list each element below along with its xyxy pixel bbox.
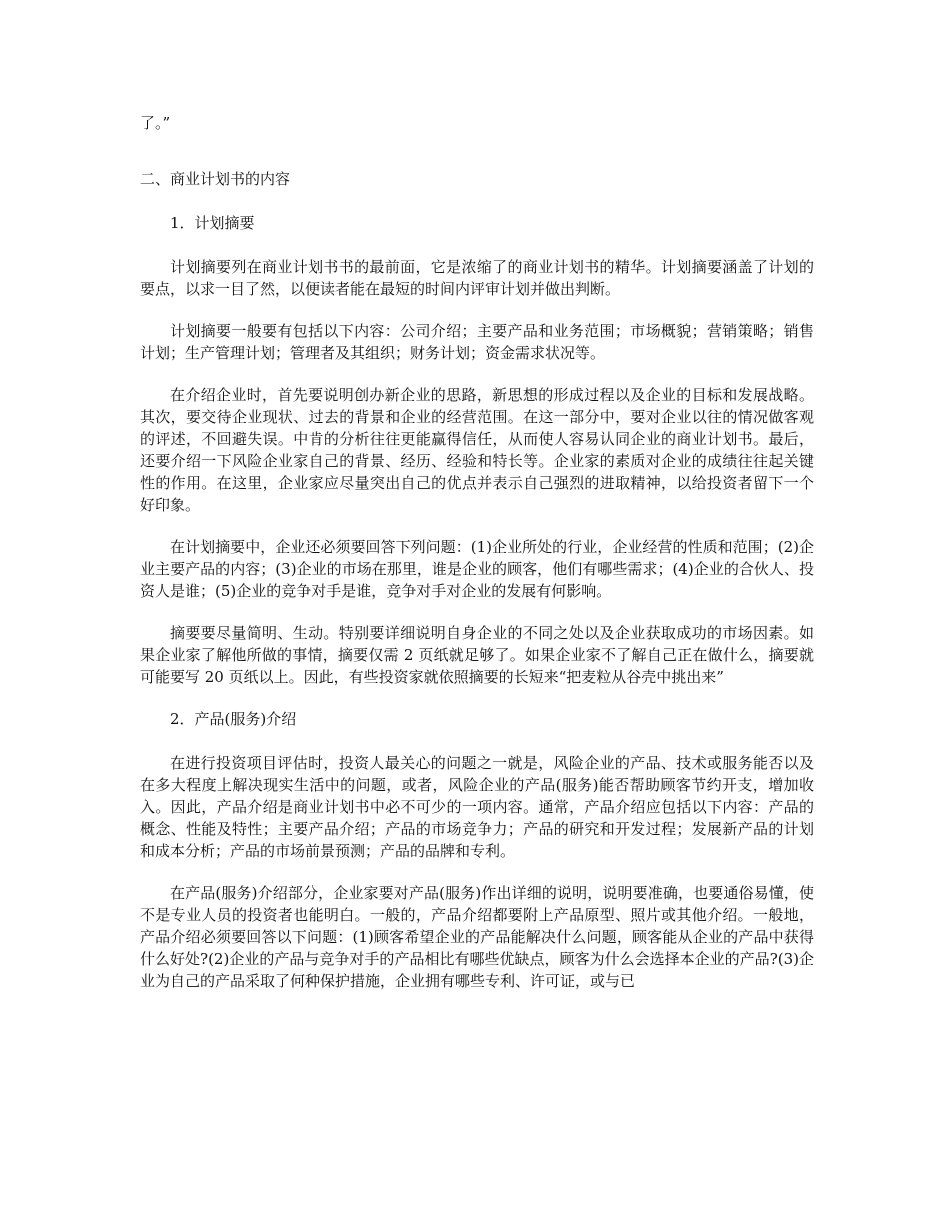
document-body <box>140 112 814 1012</box>
paragraph: 计划摘要一般要有包括以下内容：公司介绍；主要产品和业务范围；市场概貌；营销策略；销售计划；生产管理计划；管理者及其组织；财务计划；资金需求状况等。 <box>140 322 814 362</box>
paragraph: 在介绍企业时，首先要说明创办新企业的思路，新思想的形成过程以及企业的目标和发展战略。其次，要交待企业现状、过去的背景和企业的经营范围。在这一部分中，要对企业以往的情况做客观的评述，不回避失误。中肯的分析往往更能赢得信任，从而使人容易认同企业的商业计划书。最后，还要介绍一下风险企业家自己的背景、经历、经验和特长等。企业家的素质对企业的成绩往往起关键性的作用。在这里，企业家应尽量突出自己的优点并表示自己强烈的进取精神，以给投资者留下一个好印象。 <box>140 386 814 514</box>
subsection-heading-product-intro: 2．产品(服务)介绍 <box>170 710 297 728</box>
paragraph: 在计划摘要中，企业还必须要回答下列问题：(1)企业所处的行业，企业经营的性质和范围；(2)企业主要产品的内容；(3)企业的市场在那里，谁是企业的顾客，他们有哪些需求；(4)企业的合伙人、投资人是谁；(5)企业的竞争对手是谁，竞争对手对企业的发展有何影响。 <box>140 538 814 600</box>
paragraph: 在产品(服务)介绍部分，企业家要对产品(服务)作出详细的说明，说明要准确，也要通俗易懂，使不是专业人员的投资者也能明白。一般的，产品介绍都要附上产品原型、照片或其他介绍。一般地，产品介绍必须要回答以下问题：(1)顾客希望企业的产品能解决什么问题，顾客能从企业的产品中获得什么好处?(2)企业的产品与竞争对手的产品相比有哪些优缺点，顾客为什么会选择本企业的产品?(3)企业为自己的产品采取了何种保护措施，企业拥有哪些专利、许可证，或与已 <box>140 884 814 990</box>
subsection-heading-plan-summary: 1．计划摘要 <box>170 214 255 232</box>
paragraph-continuation: 了。” <box>140 114 171 132</box>
paragraph: 摘要要尽量简明、生动。特别要详细说明自身企业的不同之处以及企业获取成功的市场因素。如果企业家了解他所做的事情，摘要仅需 2 页纸就足够了。如果企业家不了解自己正在做什么，摘要就可能要写 20 页纸以上。因此，有些投资家就依照摘要的长短来“把麦粒从谷壳中挑出来” <box>140 624 814 686</box>
section-heading: 二、商业计划书的内容 <box>140 170 291 188</box>
paragraph: 计划摘要列在商业计划书书的最前面，它是浓缩了的商业计划书的精华。计划摘要涵盖了计划的要点，以求一目了然，以便读者能在最短的时间内评审计划并做出判断。 <box>140 258 814 298</box>
paragraph: 在进行投资项目评估时，投资人最关心的问题之一就是，风险企业的产品、技术或服务能否以及在多大程度上解决现实生活中的问题，或者，风险企业的产品(服务)能否帮助顾客节约开支，增加收入。因此，产品介绍是商业计划书中必不可少的一项内容。通常，产品介绍应包括以下内容：产品的概念、性能及特性；主要产品介绍；产品的市场竞争力；产品的研究和开发过程；发展新产品的计划和成本分析；产品的市场前景预测；产品的品牌和专利。 <box>140 754 814 860</box>
